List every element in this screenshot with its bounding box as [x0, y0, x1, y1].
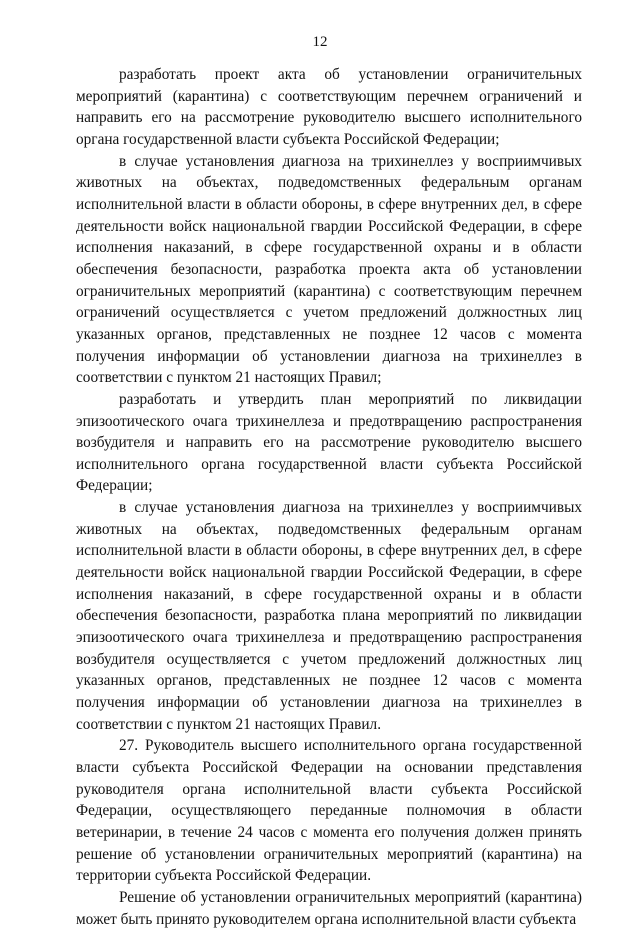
paragraph-liquidation-plan: разработать и утвердить план мероприятий по ликвидации эпизоотического очага трихинеллеза и предотвращению распространения возбудителя и направить его на рассмотрение руководителю высшего исполнительного органа государственной власти субъекта Российской Федерации; — [76, 390, 582, 495]
paragraph-federal-objects-plan: в случае установления диагноза на трихинеллез у восприимчивых животных на объектах, подведомственных федеральным органам исполнительной власти в области обороны, в сфере внутренних дел, в сфере деятельности войск национальной гвардии Российской Федерации, в сфере исполнения наказаний, в сфере государственной охраны и в области обеспечения безопасности, разработка плана мероприятий по ликвидации эпизоотического очага трихинеллеза и предотвращению распространения возбудителя осуществляется с учетом предложений должностных лиц указанных органов, представленных не позднее 12 часов с момента получения информации об установлении диагноза на трихинеллез в соответствии с пунктом 21 настоящих Правил. — [76, 499, 582, 733]
paragraph-item-27: 27. Руководитель высшего исполнительного органа государственной власти субъекта Российской Федерации на основании представления руководителя органа исполнительной власти субъекта Российской Федерации, осуществляющего переданные полномочия в области ветеринарии, в течение 24 часов с момента его получения должен принять решение об установлении ограничительных мероприятий (карантина) на территории субъекта Российской Федерации. — [76, 737, 582, 885]
page-number: 12 — [312, 34, 328, 50]
paragraph-federal-objects-act: в случае установления диагноза на трихинеллез у восприимчивых животных на объектах, подведомственных федеральным органам исполнительной власти в области обороны, в сфере внутренних дел, в сфере деятельности войск национальной гвардии Российской Федерации, в сфере исполнения наказаний, в сфере государственной охраны и в области обеспечения безопасности, разработка проекта акта об установлении ограничительных мероприятий (карантина) с соответствующим перечнем ограничений осуществляется с учетом предложений должностных лиц указанных органов, представленных не позднее 12 часов с момента получения информации об установлении диагноза на трихинеллез в соответствии с пунктом 21 настоящих Правил; — [76, 152, 582, 387]
paragraph-draft-act: разработать проект акта об установлении ограничительных мероприятий (карантина) с соответствующим перечнем ограничений и направить его на рассмотрение руководителю высшего исполнительного органа государственной власти субъекта Российской Федерации; — [76, 66, 582, 148]
paragraph-quarantine-decision: Решение об установлении ограничительных мероприятий (карантина) может быть принято руководителем органа исполнительной власти субъекта — [76, 888, 582, 928]
document-body — [76, 64, 582, 930]
